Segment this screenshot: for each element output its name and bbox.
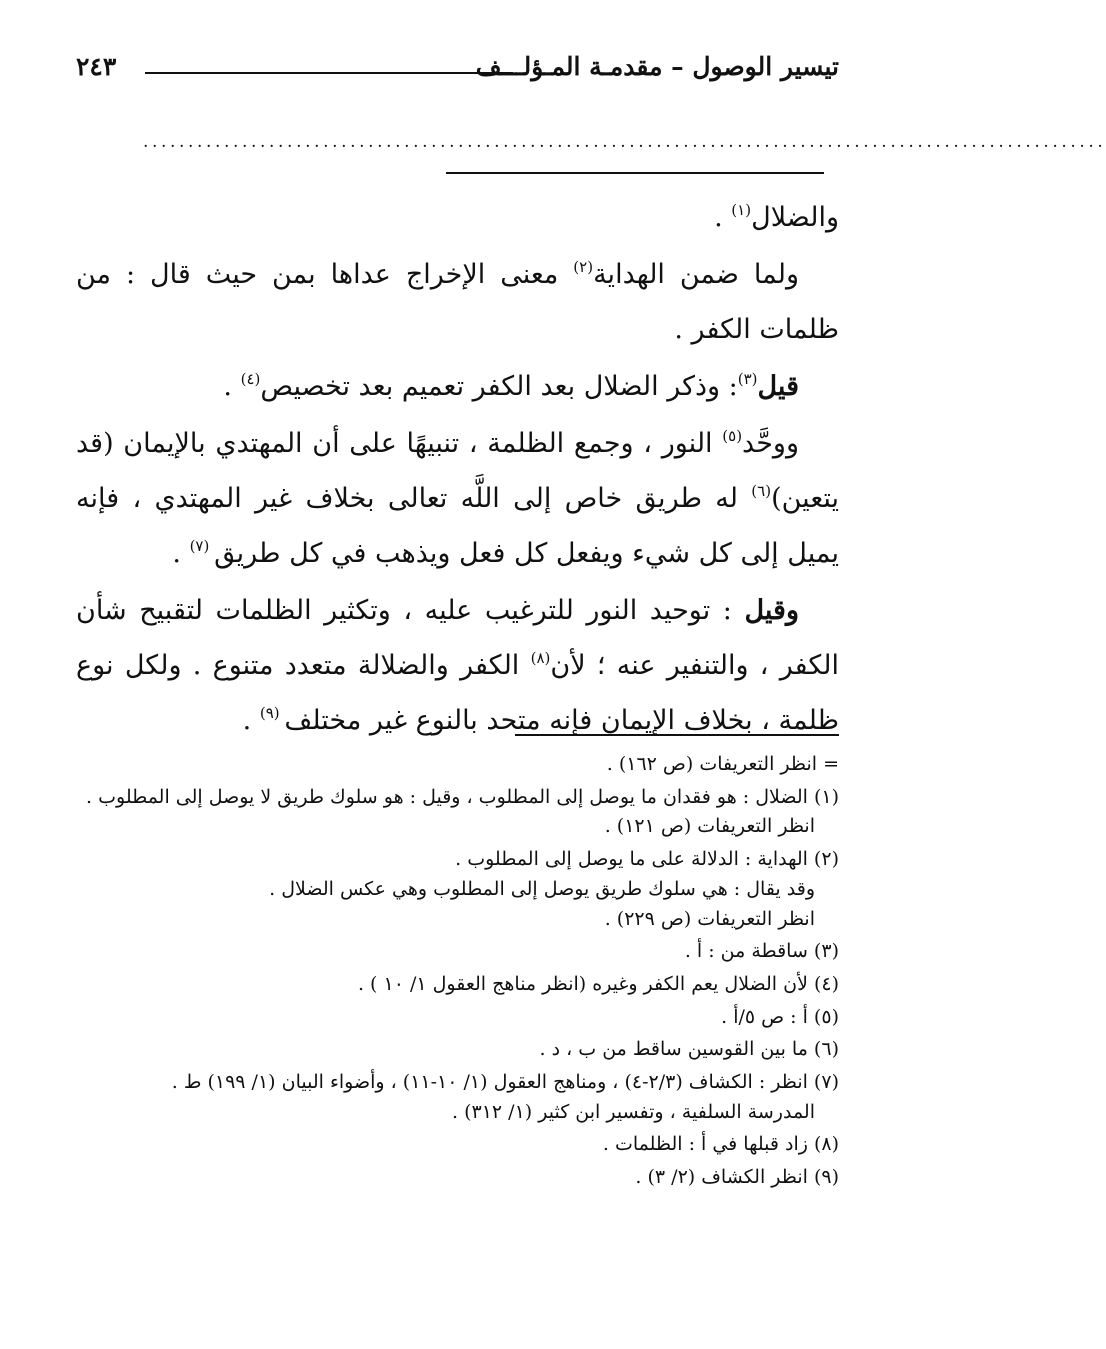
footnote-ref-6[interactable]: (٦) — [751, 482, 772, 500]
footnotes — [76, 750, 839, 1196]
footnote-ref-5[interactable]: (٥) — [722, 427, 743, 445]
footnote-ref-7[interactable]: (٧) — [189, 537, 215, 555]
footnote-ref-2[interactable]: (٢) — [573, 258, 594, 276]
footnote-ref-1[interactable]: (١) — [731, 201, 752, 219]
ellipsis-dots: ........................................................................................................... — [143, 132, 1106, 152]
text-run: النور ، وجمع الظلمة ، تنبيهًا على أن المهتدي بالإيمان (قد يتعين) — [76, 428, 839, 514]
footnote-1 — [76, 783, 839, 842]
footnote-8 — [76, 1130, 839, 1160]
footnote-continuation — [76, 750, 839, 780]
footnote-5 — [76, 1003, 839, 1033]
footnote-line: انظر التعريفات (ص ١٢١) . — [604, 815, 815, 838]
main-text — [76, 190, 839, 750]
text-run: . — [172, 538, 190, 569]
text-run: له طريق خاص إلى اللَّه تعالى بخلاف غير المهتدي ، فإنه يميل إلى كل شيء ويفعل كل فعل ويذهب في كل طريق — [76, 483, 839, 569]
footnote-line: (٦) ما بين القوسين ساقط من ب ، د . — [539, 1038, 839, 1061]
footnote-6 — [76, 1035, 839, 1065]
footnote-2 — [76, 845, 839, 934]
footnote-7 — [76, 1068, 839, 1127]
running-header-title: تيسير الوصول – مقدمـة المـؤلـــف — [475, 52, 839, 81]
footnote-ref-4[interactable]: (٤) — [240, 370, 261, 388]
section-rule — [446, 172, 824, 174]
text-run: والضلال — [751, 202, 839, 233]
text-run: معنى الإخراج عداها بمن حيث قال : من ظلمات الكفر . — [76, 259, 839, 345]
paragraph-1 — [76, 190, 839, 245]
footnote-3 — [76, 937, 839, 967]
text-run: . — [242, 705, 260, 736]
text-run: ووحَّد — [742, 428, 799, 459]
paragraph-5 — [76, 583, 839, 748]
footnote-line: (٢) الهداية : الدلالة على ما يوصل إلى المطلوب . — [455, 848, 839, 871]
footnote-line: = انظر التعريفات (ص ١٦٢) . — [606, 753, 839, 775]
footnote-line: وقد يقال : هي سلوك طريق يوصل إلى المطلوب وهي عكس الضلال . — [269, 877, 815, 900]
footnote-line: انظر التعريفات (ص ٢٢٩) . — [604, 907, 815, 930]
text-run: : توحيد النور للترغيب عليه ، وتكثير الظلمات لتقبيح شأن الكفر ، والتنفير عنه ؛ لأن — [76, 595, 839, 681]
footnote-line: (٧) انظر : الكشاف (٢/٣-٤) ، ومناهج العقول (١/ ١٠-١١) ، وأضواء البيان (١/ ١٩٩) ط . — [171, 1071, 839, 1094]
header-rule — [145, 72, 513, 74]
footnote-ref-8[interactable]: (٨) — [530, 649, 551, 667]
footnote-line: (٥) أ : ص ٥/أ . — [721, 1005, 839, 1028]
footnote-line: (١) الضلال : هو فقدان ما يوصل إلى المطلوب ، وقيل : هو سلوك طريق لا يوصل إلى المطلوب . — [86, 785, 839, 808]
footnote-separator — [515, 734, 839, 736]
footnote-line: (٤) لأن الضلال يعم الكفر وغيره (انظر مناهج العقول ١/ ١٠ ) . — [357, 972, 839, 995]
footnote-ref-3[interactable]: (٣) — [737, 370, 758, 388]
footnote-ref-9[interactable]: (٩) — [259, 704, 285, 722]
footnote-line: المدرسة السلفية ، وتفسير ابن كثير (١/ ٣١٢) . — [452, 1100, 815, 1123]
page-number: ٢٤٣ — [76, 52, 117, 81]
paragraph-3 — [76, 359, 839, 414]
footnote-line: (٩) انظر الكشاف (٢/ ٣) . — [635, 1166, 839, 1189]
footnote-4 — [76, 970, 839, 1000]
text-run: : وذكر الضلال بعد الكفر تعميم بعد تخصيص — [260, 371, 738, 402]
text-run: الكفر والضلالة متعدد متنوع . ولكل نوع ظلمة ، بخلاف الإيمان فإنه متحد بالنوع غير مختلف — [76, 650, 839, 736]
text-run: . — [714, 202, 732, 233]
paragraph-2 — [76, 247, 839, 357]
footnote-line: (٣) ساقطة من : أ . — [684, 940, 839, 963]
text-run: . — [223, 371, 241, 402]
keyword: قيل — [757, 371, 799, 402]
footnote-line: (٨) زاد قبلها في أ : الظلمات . — [602, 1133, 839, 1156]
keyword: وقيل — [744, 595, 799, 626]
footnote-9 — [76, 1163, 839, 1193]
paragraph-4 — [76, 416, 839, 581]
text-run: ولما ضمن الهداية — [593, 259, 800, 290]
